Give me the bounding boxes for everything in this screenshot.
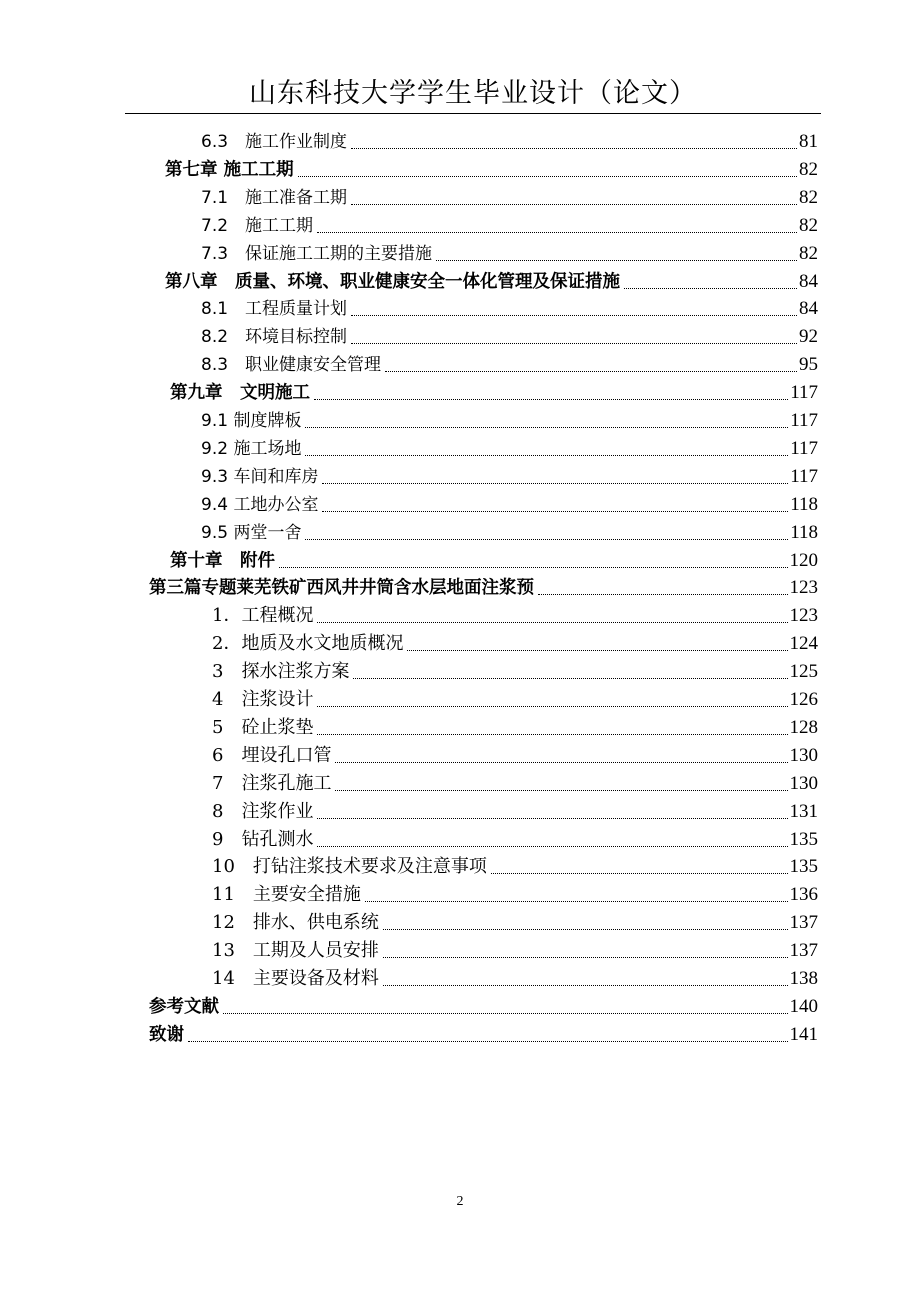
toc-entry-text: 施工工期 [223, 159, 294, 180]
toc-entry[interactable] [0, 964, 920, 992]
toc-dot-leader [351, 315, 797, 316]
toc-entry-title [212, 659, 351, 685]
toc-entry[interactable] [0, 629, 920, 657]
toc-entry[interactable] [0, 880, 920, 908]
toc-entry-text: 保证施工工期的主要措施 [245, 243, 433, 264]
toc-entry[interactable] [0, 239, 920, 267]
toc-entry-number: 7 [212, 772, 242, 794]
toc-dot-leader [335, 762, 787, 763]
toc-entry[interactable] [0, 350, 920, 378]
header-divider [125, 113, 821, 114]
toc-entry-text: 工程质量计划 [245, 299, 348, 320]
table-of-contents [0, 127, 920, 1051]
toc-entry-title [201, 408, 303, 434]
toc-dot-leader [383, 957, 788, 958]
toc-entry-text: 制度牌板 [233, 411, 302, 431]
toc-entry-title [212, 882, 363, 908]
toc-entry[interactable] [0, 267, 920, 295]
toc-entry-number: 9.3 [201, 466, 234, 487]
toc-entry-text: 打钻注浆技术要求及注意事项 [252, 856, 487, 878]
toc-entry-text: 两堂一舍 [233, 522, 302, 543]
toc-entry-number: 8 [212, 800, 242, 822]
toc-page-number: 141 [789, 1023, 818, 1045]
toc-entry[interactable] [0, 155, 920, 183]
toc-entry-title [212, 799, 315, 825]
toc-dot-leader [188, 1041, 788, 1042]
toc-entry-text: 质量、环境、职业健康安全一体化管理及保证措施 [235, 271, 620, 292]
toc-entry-text: 施工准备工期 [245, 187, 348, 208]
toc-dot-leader [317, 622, 787, 623]
toc-entry-title [170, 380, 312, 406]
toc-entry-title [201, 241, 434, 267]
toc-page-number: 128 [789, 716, 818, 738]
toc-entry-number: 7.1 [201, 187, 246, 208]
toc-dot-leader [383, 985, 788, 986]
toc-entry-number: 11 [212, 884, 253, 906]
toc-page-number: 92 [799, 326, 818, 348]
toc-entry-title [149, 1022, 186, 1048]
toc-entry-title [201, 185, 349, 211]
toc-entry-number: 8.2 [201, 327, 246, 348]
toc-dot-leader [317, 232, 797, 233]
toc-page-number: 138 [789, 968, 818, 989]
toc-entry-text: 埋设孔口管 [241, 744, 332, 766]
toc-page-number: 140 [789, 995, 818, 1017]
toc-entry-title [149, 575, 536, 601]
toc-entry[interactable] [0, 211, 920, 239]
toc-entry-number: 9.2 [201, 438, 234, 459]
toc-entry[interactable] [0, 294, 920, 322]
toc-entry[interactable] [0, 378, 920, 406]
toc-page-number: 131 [789, 800, 818, 822]
toc-entry-title [201, 296, 349, 322]
toc-entry-text: 注浆作业 [241, 800, 314, 822]
toc-dot-leader [223, 1013, 788, 1014]
toc-page-number: 123 [789, 605, 818, 627]
toc-entry-number: 第十章 [170, 550, 240, 571]
toc-entry-title [212, 827, 315, 853]
toc-page-number: 124 [789, 633, 818, 655]
toc-entry-text: 钻孔测水 [241, 828, 314, 850]
toc-page-number: 118 [790, 521, 818, 543]
toc-page-number: 117 [790, 410, 818, 431]
toc-entry[interactable] [0, 741, 920, 769]
toc-entry-text: 施工作业制度 [245, 132, 348, 152]
toc-entry[interactable] [0, 518, 920, 546]
toc-dot-leader [317, 734, 787, 735]
toc-dot-leader [317, 818, 787, 819]
toc-page-number: 117 [790, 382, 818, 404]
toc-dot-leader [436, 260, 797, 261]
toc-entry[interactable] [0, 573, 920, 601]
toc-entry-title [201, 213, 315, 239]
toc-entry[interactable] [0, 713, 920, 741]
toc-entry-text: 主要设备及材料 [252, 968, 379, 989]
toc-entry[interactable] [0, 183, 920, 211]
toc-entry-number: 第八章 [165, 271, 235, 292]
toc-dot-leader [314, 399, 788, 400]
toc-entry-title [149, 994, 221, 1020]
toc-page-number: 130 [789, 772, 818, 794]
toc-entry-number: 9.4 [201, 494, 234, 515]
toc-page-number: 84 [799, 298, 818, 320]
toc-dot-leader [298, 176, 797, 177]
toc-entry-title [212, 687, 315, 713]
toc-dot-leader [305, 539, 788, 540]
toc-entry-text: 工程概况 [241, 605, 314, 627]
toc-page-number: 82 [799, 214, 818, 236]
toc-entry-title [165, 269, 622, 295]
toc-dot-leader [317, 846, 787, 847]
toc-entry[interactable] [0, 406, 920, 434]
toc-entry[interactable] [0, 462, 920, 490]
toc-entry-title [212, 603, 315, 629]
toc-entry[interactable] [0, 936, 920, 964]
toc-entry-number: 8.1 [201, 299, 246, 320]
toc-entry-title [201, 324, 349, 350]
toc-page-number: 117 [790, 437, 818, 459]
toc-entry-text: 环境目标控制 [245, 327, 348, 348]
toc-dot-leader [365, 901, 788, 902]
toc-entry-title [201, 520, 303, 546]
toc-page-number: 117 [790, 465, 818, 487]
toc-entry-title [165, 157, 296, 183]
toc-dot-leader [385, 371, 797, 372]
toc-entry-text: 工期及人员安排 [252, 940, 379, 962]
toc-page-number: 81 [799, 131, 818, 152]
toc-entry-text: 地质及水文地质概况 [241, 633, 404, 655]
toc-dot-leader [322, 511, 788, 512]
toc-entry-number: 10 [212, 856, 253, 878]
toc-entry-title [201, 436, 303, 462]
toc-entry-title [212, 966, 381, 992]
toc-entry-text: 文明施工 [240, 383, 310, 404]
toc-entry-text: 砼止浆垫 [241, 716, 314, 738]
toc-entry-number: 1． [212, 605, 242, 627]
toc-dot-leader [353, 678, 787, 679]
toc-dot-leader [491, 873, 788, 874]
toc-page-number: 82 [799, 158, 818, 180]
toc-entry-number: 13 [212, 940, 253, 962]
toc-dot-leader [351, 148, 797, 149]
toc-entry-text: 附件 [240, 550, 275, 571]
toc-page-number: 126 [789, 689, 818, 710]
toc-page-number: 82 [799, 186, 818, 208]
toc-entry-title [170, 548, 277, 574]
toc-dot-leader [407, 650, 787, 651]
toc-entry[interactable] [0, 825, 920, 853]
toc-entry-number: 9.5 [201, 522, 234, 543]
toc-entry-number: 6 [212, 744, 242, 766]
toc-entry-text: 注浆设计 [241, 689, 314, 710]
toc-page-number: 95 [799, 354, 818, 376]
toc-dot-leader [305, 455, 788, 456]
toc-entry-title [212, 854, 489, 880]
toc-page-number: 130 [789, 744, 818, 766]
toc-entry-text: 第三篇专题莱芜铁矿西风井井筒含水层地面注浆预 [149, 578, 534, 599]
page-header-title: 山东科技大学学生毕业设计（论文） [249, 78, 697, 109]
toc-entry-number: 5 [212, 716, 242, 738]
toc-dot-leader [351, 343, 797, 344]
toc-entry[interactable] [0, 322, 920, 350]
toc-page-number: 136 [789, 884, 818, 906]
toc-page-number: 125 [789, 661, 818, 683]
toc-entry-text: 施工工期 [245, 215, 314, 236]
toc-entry-number: 9 [212, 828, 242, 850]
toc-entry-title [201, 129, 349, 155]
toc-page-number: 118 [790, 493, 818, 515]
toc-entry[interactable] [0, 769, 920, 797]
toc-entry-number: 8.3 [201, 355, 246, 376]
toc-entry-title [212, 910, 381, 936]
toc-entry-number: 6.3 [201, 132, 246, 152]
toc-entry-number: 4 [212, 689, 242, 710]
toc-entry[interactable] [0, 657, 920, 685]
toc-entry-number: 14 [212, 968, 253, 989]
toc-entry-title [212, 631, 405, 657]
toc-entry-number: 9.1 [201, 411, 234, 431]
toc-entry-text: 排水、供电系统 [252, 912, 379, 934]
page-number: 2 [456, 1194, 464, 1209]
toc-dot-leader [317, 706, 787, 707]
toc-entry-text: 工地办公室 [233, 494, 319, 515]
toc-page-number: 137 [789, 912, 818, 934]
toc-page-number: 82 [799, 242, 818, 264]
toc-entry-text: 致谢 [149, 1024, 184, 1045]
toc-entry[interactable] [0, 601, 920, 629]
toc-entry-title [212, 715, 315, 741]
toc-dot-leader [322, 483, 788, 484]
toc-entry-text: 职业健康安全管理 [245, 355, 382, 376]
toc-dot-leader [624, 288, 797, 289]
toc-entry-title [212, 771, 333, 797]
toc-entry[interactable] [0, 434, 920, 462]
toc-page-number: 135 [789, 828, 818, 850]
toc-entry[interactable] [0, 127, 920, 155]
toc-entry[interactable] [0, 685, 920, 713]
toc-page-number: 120 [789, 549, 818, 571]
toc-entry-number: 2． [212, 633, 242, 655]
toc-dot-leader [538, 594, 788, 595]
toc-entry-text: 注浆孔施工 [241, 772, 332, 794]
toc-entry-title [201, 464, 320, 490]
toc-entry[interactable] [0, 852, 920, 880]
toc-page-number: 123 [789, 577, 818, 599]
toc-entry[interactable] [0, 797, 920, 825]
toc-page-number: 84 [799, 270, 818, 292]
toc-entry-number: 7.2 [201, 215, 246, 236]
toc-entry-text: 车间和库房 [233, 466, 319, 487]
toc-entry-number: 第九章 [170, 383, 240, 404]
toc-entry-number: 3 [212, 661, 242, 683]
toc-entry[interactable] [0, 992, 920, 1020]
toc-entry-title [201, 492, 320, 518]
toc-dot-leader [279, 567, 788, 568]
toc-entry-number: 12 [212, 912, 253, 934]
toc-entry[interactable] [0, 546, 920, 574]
toc-entry-number: 第七章 [165, 159, 224, 180]
toc-page-number: 137 [789, 940, 818, 962]
toc-entry[interactable] [0, 490, 920, 518]
toc-entry[interactable] [0, 1020, 920, 1048]
toc-page-number: 135 [789, 856, 818, 878]
toc-entry-title [212, 743, 333, 769]
toc-dot-leader [305, 427, 788, 428]
toc-dot-leader [335, 790, 787, 791]
toc-entry-text: 参考文献 [149, 996, 219, 1017]
toc-dot-leader [383, 929, 788, 930]
toc-entry-number: 7.3 [201, 243, 246, 264]
toc-entry-title [212, 938, 381, 964]
toc-entry[interactable] [0, 908, 920, 936]
toc-entry-text: 探水注浆方案 [241, 661, 350, 683]
toc-entry-text: 施工场地 [233, 438, 302, 459]
toc-entry-text: 主要安全措施 [252, 884, 361, 906]
toc-dot-leader [351, 204, 797, 205]
toc-entry-title [201, 352, 383, 378]
